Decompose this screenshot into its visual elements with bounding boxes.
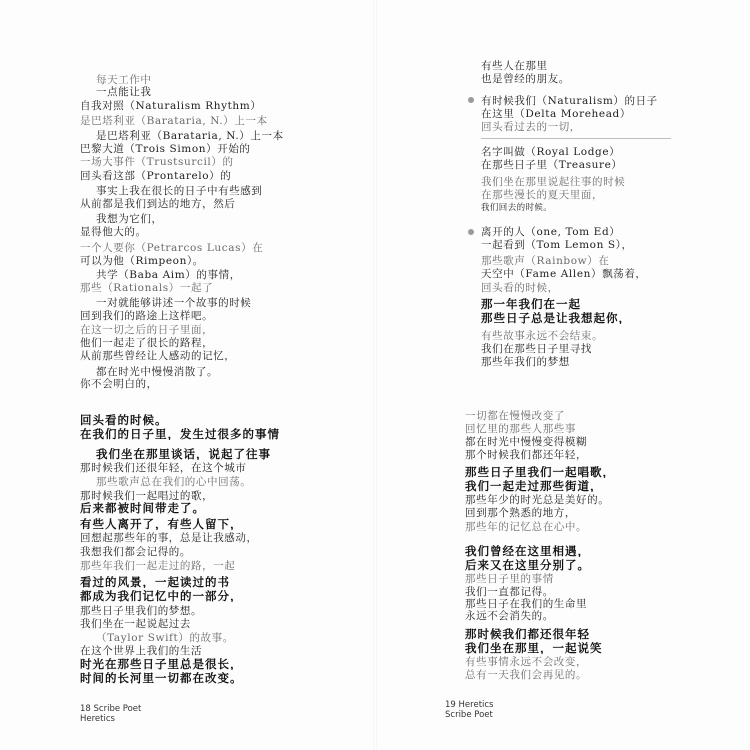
text-line: 后来又在这里分别了。: [465, 559, 590, 571]
text-line: 你不会明白的，: [80, 378, 158, 390]
text-line: 那时候我们一起唱过的歌，: [80, 490, 214, 502]
text-line: 那时候我们都还很年轻: [465, 628, 590, 640]
text-line: 我想为它们，: [96, 213, 163, 225]
text-line: 有些事情永远不会改变，: [465, 656, 588, 668]
footer-subtitle: Scribe Poet: [445, 710, 493, 720]
text-line: 那些歌声（Rainbow）在: [481, 255, 610, 267]
text-line: 我们坐在那里，一起说笑: [465, 642, 603, 654]
text-line: 时光在那些日子里总是很长，: [80, 658, 243, 670]
text-line: 那些日子在我们的生命里: [465, 598, 588, 610]
text-line: 在这一切之后的日子里面，: [80, 324, 214, 336]
text-line: 显得他大的。: [80, 226, 147, 238]
text-line: 都成为我们记忆中的一部分，: [80, 590, 243, 602]
text-line: 从前都是我们到达的地方，然后: [80, 198, 236, 210]
text-line: 那些年我们一起走过的路，一起: [80, 560, 236, 572]
page-footer: [80, 704, 141, 714]
text-line: 在这个世界上我们的生活: [80, 645, 203, 657]
text-line: 我们坐在那里说起往事的时候: [481, 176, 626, 188]
text-line: 有些故事永远不会结束。: [481, 330, 604, 342]
text-line: 在那些日子里（Treasure）: [481, 159, 623, 171]
footer-series: Scribe Poet: [93, 704, 142, 714]
text-line: 那一年我们在一起: [481, 298, 581, 310]
text-line: 共学（Baba Aim）的事情，: [96, 269, 241, 281]
text-line: 时间的长河里一切都在改变。: [80, 672, 243, 684]
text-line: 我们曾经在这里相遇，: [465, 545, 590, 557]
text-line: 那些日子里的事情: [465, 573, 554, 585]
text-line: 回忆里的那些人那些事: [465, 423, 576, 435]
page-number: 19: [445, 700, 456, 710]
text-line: 我们一直都记得。: [465, 586, 554, 598]
bullet-icon: [468, 97, 474, 103]
footer-subtitle: Heretics: [80, 714, 115, 724]
text-line: 回到那个熟悉的地方，: [465, 507, 576, 519]
text-line: 从前那些曾经让人感动的记忆，: [80, 350, 236, 362]
text-line: 那些（Rationals）一起了: [80, 282, 214, 294]
text-line: 一对就能够讲述一个故事的时候: [96, 297, 252, 309]
text-line: 总有一天我们会再见的。: [465, 669, 588, 681]
text-line: 他们一起走了很长的路程，: [80, 337, 214, 349]
text-line: 回想起那些年的事，总是让我感动，: [80, 532, 258, 544]
text-line: 那个时候我们都还年轻，: [465, 449, 588, 461]
text-line: 都在时光中慢慢消散了。: [96, 366, 219, 378]
text-line: 我想我们都会记得的。: [80, 546, 191, 558]
text-line: 是巴塔利亚（Barataria, N.）上一本: [80, 115, 268, 127]
text-line: 我们一起走过那些街道，: [465, 480, 603, 492]
text-line: 一个人要你（Petrarcos Lucas）在: [80, 242, 264, 254]
text-line: 也是曾经的朋友。: [481, 73, 570, 85]
text-line: 有些人离开了，有些人留下，: [80, 518, 243, 530]
text-line: 回头看的时候，: [481, 282, 559, 294]
text-line: 在我们的日子里，发生过很多的事情: [80, 428, 280, 440]
text-line: 一起看到（Tom Lemon S），: [481, 239, 633, 251]
text-line: 那时候我们还很年轻，在这个城市: [80, 462, 247, 474]
text-line: 是巴塔利亚（Barataria, N.）上一本: [96, 130, 284, 142]
text-line: 事实上我在很长的日子中有些感到: [96, 185, 263, 197]
text-line: 巴黎大道（Trois Simon）开始的: [80, 143, 251, 155]
text-line: 那些歌声总在我们的心中回荡。: [96, 476, 252, 488]
text-line: 我们回去的时候。: [481, 203, 553, 213]
text-line: 回头看的时候。: [80, 414, 168, 426]
text-line: 那些年我们的梦想: [481, 356, 570, 368]
bullet-icon: [468, 229, 474, 235]
text-line: 在那些漫长的夏天里面，: [481, 189, 604, 201]
text-line: 回到我们的路途上这样吧。: [80, 310, 214, 322]
text-line: 可以为他（Rimpeon）。: [80, 255, 204, 267]
text-line: 每天工作中: [96, 74, 152, 86]
text-line: 一场大事件（Trustsurcil）的: [80, 156, 234, 168]
text-line: 那些年的记忆总在心中。: [465, 521, 588, 533]
text-line: 自我对照（Naturalism Rhythm）: [80, 100, 262, 112]
text-line: 我们坐在那里谈话，说起了往事: [96, 448, 271, 460]
text-line: 一切都在慢慢改变了: [465, 410, 565, 422]
text-line: 回头看这部（Prontarelo）的: [80, 170, 232, 182]
text-line: 那些日子里我们一起唱歌，: [465, 466, 615, 478]
text-line: 都在时光中慢慢变得模糊: [465, 436, 588, 448]
text-line: 名字叫做（Royal Lodge）: [481, 146, 621, 158]
text-line: 回头看过去的一切，: [481, 121, 581, 133]
text-line: 有时候我们（Naturalism）的日子: [481, 95, 658, 107]
text-line: 我们坐在一起说起过去: [80, 618, 191, 630]
separator-line: [481, 138, 671, 139]
text-line: 后来都被时间带走了。: [80, 502, 205, 514]
text-line: 在这里（Delta Morehead）: [481, 108, 631, 120]
text-line: 永远不会消失的。: [465, 610, 554, 622]
text-line: 看过的风景，一起读过的书: [80, 576, 230, 588]
text-line: 天空中（Fame Allen）飘荡着，: [481, 268, 647, 280]
right-page: [375, 0, 750, 750]
text-line: 一点能让我: [96, 86, 152, 98]
text-line: 我们在那些日子里寻找: [481, 343, 592, 355]
text-line: 有些人在那里: [481, 60, 548, 72]
text-line: 那些年少的时光总是美好的。: [465, 494, 610, 506]
page-number: 18: [80, 704, 91, 714]
text-line: 离开的人（one, Tom Ed）: [481, 226, 621, 238]
text-line: 那些日子总是让我想起你，: [481, 312, 631, 324]
text-line: 那些日子里我们的梦想。: [80, 605, 203, 617]
footer-series: Heretics: [458, 700, 494, 710]
text-line: （Taylor Swift）的故事。: [96, 632, 234, 644]
page-footer: [445, 700, 494, 710]
